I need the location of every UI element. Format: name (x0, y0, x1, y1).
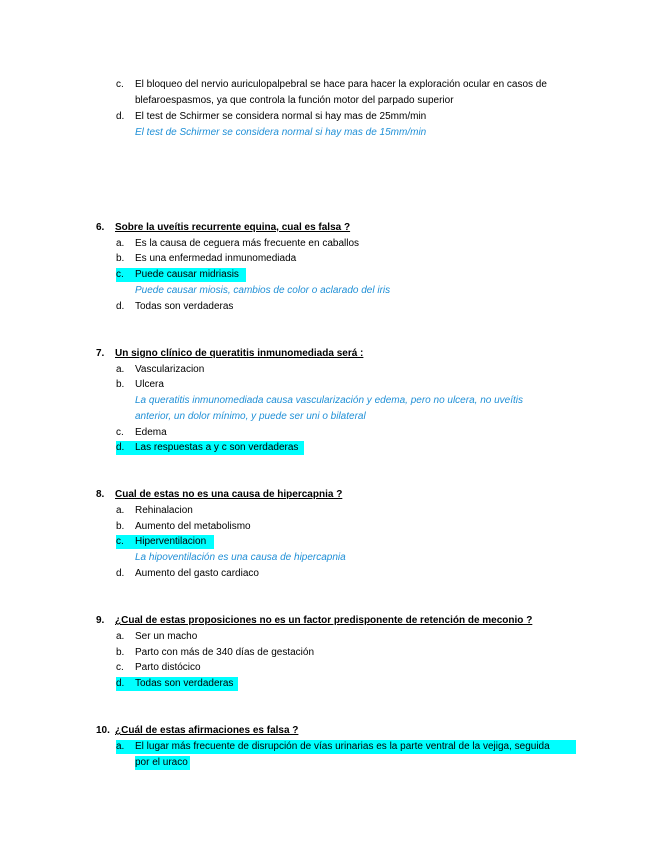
question-text: Un signo clínico de queratitis inmunomediada será : (115, 348, 364, 359)
question-number: 10. (96, 725, 110, 736)
option-text: Rehinalacion (135, 505, 193, 516)
option-text: El bloqueo del nervio auriculopalpebral se hace para hacer la exploración ocular en casos de (135, 79, 547, 90)
option-letter: a. (116, 505, 125, 516)
option-letter-highlighted: a. (116, 740, 576, 754)
option-text-highlighted: Puede causar midriasis (135, 269, 239, 280)
option-letter: d. (116, 568, 125, 579)
answer-note: El test de Schirmer se considera normal si hay mas de 15mm/min (135, 127, 427, 138)
question-heading (96, 614, 532, 628)
option-text: Es una enfermedad inmunomediada (135, 253, 297, 264)
option-letter: b. (116, 521, 125, 532)
option-letter: c. (116, 79, 124, 90)
option-letter: d. (116, 301, 125, 312)
answer-note: Puede causar miosis, cambios de color o aclarado del iris (135, 285, 391, 296)
option-text: El test de Schirmer se considera normal si hay mas de 25mm/min (135, 111, 427, 122)
question-text: Cual de estas no es una causa de hipercapnia ? (115, 489, 343, 500)
option-text: Todas son verdaderas (135, 301, 234, 312)
option-letter: c. (116, 427, 124, 438)
option-letter-highlighted: c. (116, 268, 246, 282)
option-text: Ulcera (135, 379, 164, 390)
question-text: Sobre la uveítis recurrente equina, cual es falsa ? (115, 222, 351, 233)
option-text-highlighted: por el uraco (135, 757, 188, 768)
option-letter: c. (116, 662, 124, 673)
option-text: blefaroespasmos, ya que controla la función motor del parpado superior (135, 95, 454, 106)
option-text-highlighted: Las respuestas a y c son verdaderas (135, 442, 299, 453)
option-text-highlighted: Hiperventilacion (135, 536, 207, 547)
question-number: 9. (96, 615, 105, 626)
option-letter-highlighted: c. (116, 535, 214, 549)
option-letter: a. (116, 631, 125, 642)
answer-note: La queratitis inmunomediada causa vascularización y edema, pero no ulcera, no uveítis (135, 395, 523, 406)
question-heading (96, 347, 363, 361)
option-text-highlighted: El lugar más frecuente de disrupción de vías urinarias es la parte ventral de la vejiga, seguida (135, 741, 550, 752)
option-text: Es la causa de ceguera más frecuente en caballos (135, 238, 360, 249)
option-letter: b. (116, 647, 125, 658)
question-number: 6. (96, 222, 105, 233)
option-letter-highlighted: d. (116, 677, 238, 691)
option-text: Parto con más de 340 días de gestación (135, 647, 315, 658)
option-letter: b. (116, 379, 125, 390)
option-text: Parto distócico (135, 662, 201, 673)
option-text: Aumento del gasto cardiaco (135, 568, 259, 579)
question-number: 7. (96, 348, 105, 359)
option-text: Ser un macho (135, 631, 198, 642)
option-text: Vascularizacion (135, 364, 205, 375)
answer-note: anterior, un dolor mínimo, y puede ser uni o bilateral (135, 411, 366, 422)
option-letter-highlighted: d. (116, 441, 304, 455)
option-letter: a. (116, 364, 125, 375)
question-heading (96, 221, 350, 235)
answer-note: La hipoventilación es una causa de hipercapnia (135, 552, 346, 563)
question-heading (96, 488, 342, 502)
option-letter: d. (116, 111, 125, 122)
option-text: Aumento del metabolismo (135, 521, 251, 532)
option-text-highlighted: Todas son verdaderas (135, 678, 234, 689)
option-text: Edema (135, 427, 167, 438)
question-text: ¿Cuál de estas afirmaciones es falsa ? (115, 725, 299, 736)
option-letter: a. (116, 238, 125, 249)
question-number: 8. (96, 489, 105, 500)
question-heading (96, 724, 298, 738)
question-text: ¿Cual de estas proposiciones no es un factor predisponente de retención de meconio ? (115, 615, 533, 626)
option-letter: b. (116, 253, 125, 264)
